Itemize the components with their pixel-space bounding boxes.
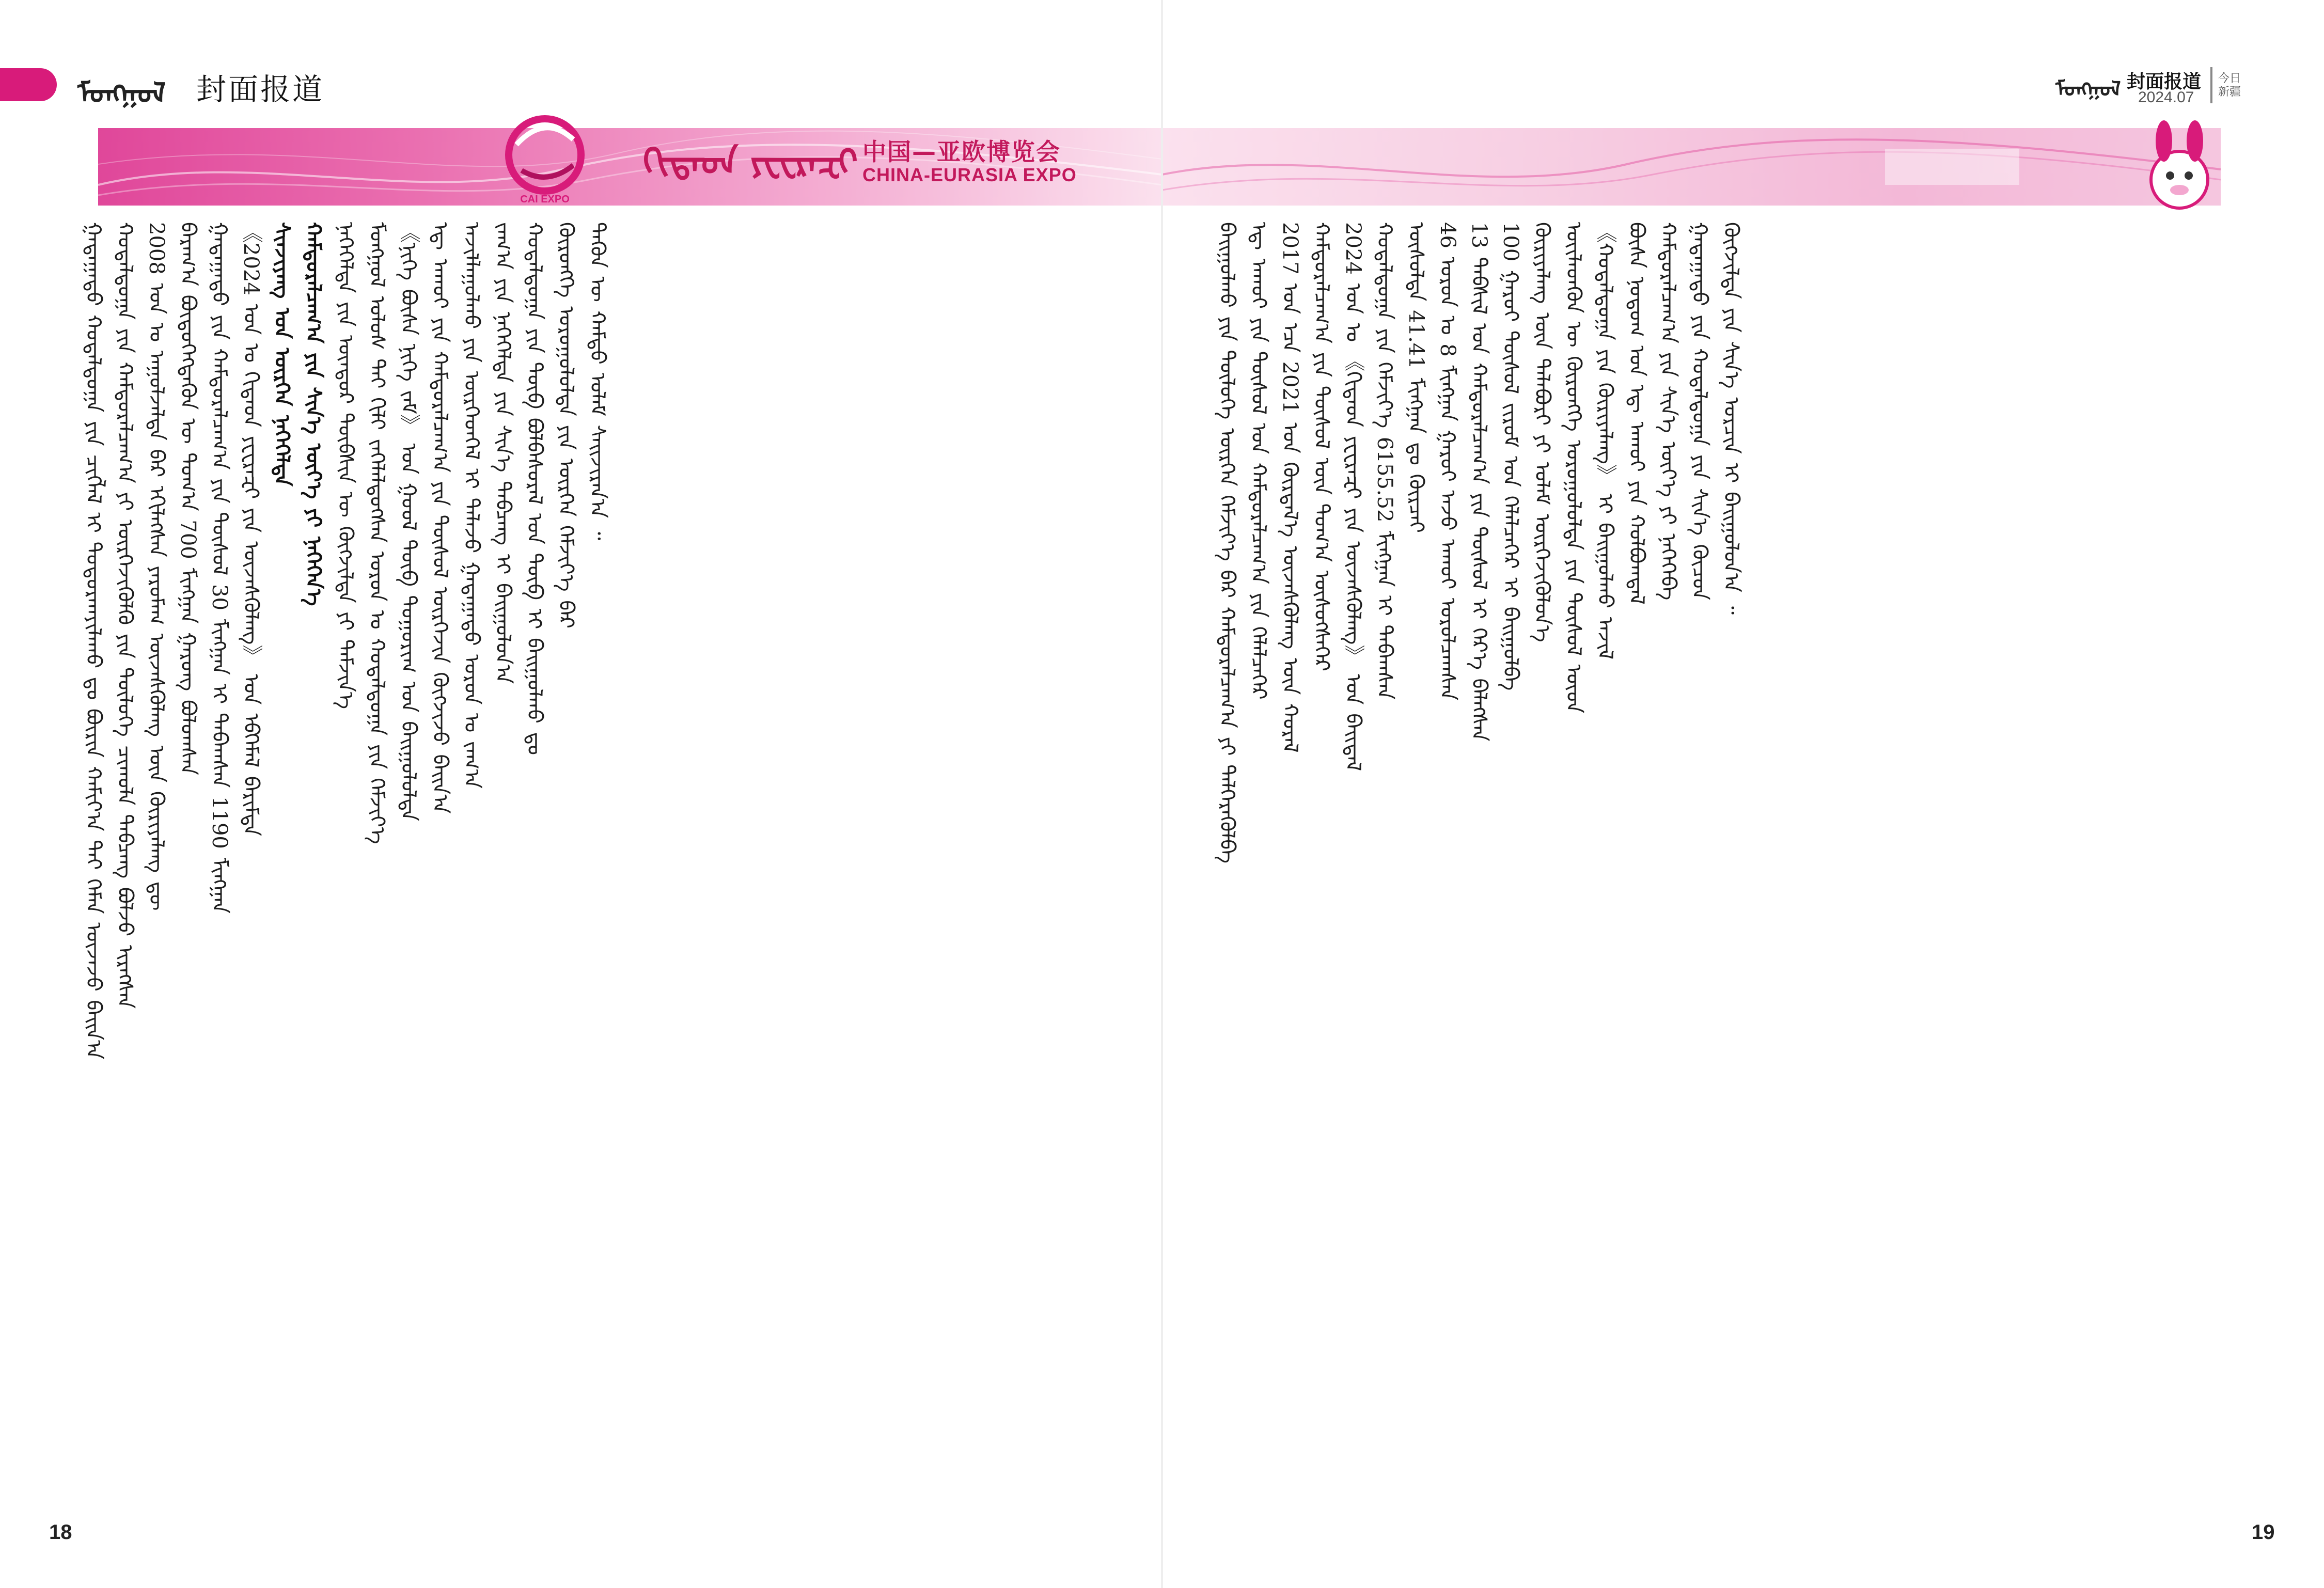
cai-expo-logo <box>496 108 594 207</box>
text-column: 2017 ᠣᠨ ᠡᠴᠡ 2021 ᠣᠨ ᠬᠦᠷᠲᠡᠯ᠎ᠡ ᠦᠵᠡᠰᠬᠦᠯᠡᠩ ᠦᠨ ᠬᠤᠷᠠᠯ <box>1278 222 1302 753</box>
header-divider <box>2210 67 2212 103</box>
text-column: ᠬᠤᠳᠠᠯᠳᠤᠭᠠ ᠶᠢᠨ ᠲᠥᠪ ᠪᠣᠯᠪᠠᠰᠤᠷᠠᠯ ᠤᠨ ᠲᠥᠪ ᠢ ᠪᠠᠢᠭᠤᠯᠬᠤ ᠳᠤ <box>523 222 546 756</box>
left-article-body <box>77 222 1085 1513</box>
text-column: 《2024 ᠣᠨ ᠤ ᠬᠢᠲᠠᠳ ᠶᠧᠸᠷᠠᠽᠢ ᠶᠢᠨ ᠦᠵᠡᠰᠬᠦᠯᠡᠩ》 ᠤᠨ ᠡᠪᠬᠡᠮᠡᠯ ᠪᠠᠷᠢᠮᠲᠠ <box>239 222 263 837</box>
page-number: 19 <box>2252 1521 2275 1544</box>
text-column: 13 ᠳᠡᠪᠰᠢᠯ ᠤᠨ ᠬᠠᠮᠲᠤᠷᠠᠯᠴᠠᠭ᠎ᠠ ᠶᠢᠨ ᠲᠥᠰᠥᠯ ᠢ ᠭᠡᠷ᠎ᠡ ᠪᠡᠯᠡᠭᠰᠡᠨ <box>1467 222 1491 742</box>
text-column: ᠬᠠᠮᠲᠤᠷᠠᠯᠴᠠᠭ᠎ᠠ ᠶᠢᠨ ᠰᠢᠨ᠎ᠡ ᠦᠶ᠎ᠡ ᠶᠢ ᠨᠡᠭᠡᠭᠡᠪᠡ <box>1656 222 1680 601</box>
subheading-column: ᠰᠢᠨᠵᠢᠶᠠᠩ ᠤᠨ ᠥᠷᠭᠡᠨ ᠨᠡᠭᠡᠭᠡᠯᠲᠡ <box>270 222 294 486</box>
header-section-title: 封面报道 <box>2127 71 2202 92</box>
text-column: ᠬᠠᠮᠲᠤᠷᠠᠯᠴᠠᠭ᠎ᠠ ᠶᠢᠨ ᠲᠥᠰᠥᠯ ᠦᠨ ᠲᠣᠭ᠎ᠠ ᠥᠰᠦᠭᠰᠡᠭᠡᠷ <box>1310 222 1333 671</box>
text-column: ᠨᠡᠭᠡᠭᠡᠯᠲᠡ ᠶᠢᠨ ᠥᠨᠳᠥᠷ ᠲᠦᠪᠰᠢᠨ ᠦ ᠬᠥᠭᠵᠢᠯᠲᠡ ᠶᠢ ᠳᠡᠮᠵᠢᠨ᠎ᠡ <box>334 222 357 710</box>
logo-text: CAI EXPO <box>520 194 570 205</box>
text-column: 《ᠨᠢᠭᠡ ᠪᠦᠰᠡ ᠨᠢᠭᠡ ᠵᠠᠮ》 ᠤᠨ ᠭᠣᠣᠯ ᠲᠥᠪ ᠲᠣᠭᠣᠷᠢᠭ ᠤᠨ ᠪᠠᠢᠭᠤᠯᠤᠯᠲᠠ <box>397 222 420 821</box>
text-column: ᠪᠦᠰᠡ ᠨᠤᠲᠤᠭ ᠤᠨ ᠡᠳ᠋ ᠠᠬᠤᠢ ᠶᠢᠨ ᠬᠣᠯᠪᠣᠭᠳᠠᠯ <box>1625 222 1648 605</box>
text-column: ᠲᠡᠭᠦᠨ ᠦ ᠬᠠᠮᠲᠤ ᠤᠯᠠᠮ ᠰᠠᠢᠵᠢᠷᠠᠨ᠎ᠠ ᠃ <box>586 222 609 541</box>
text-column: ᠬᠥᠭᠵᠢᠯᠲᠡ ᠶᠢᠨ ᠰᠢᠨ᠎ᠡ ᠣᠷᠴᠢᠨ ᠢ ᠪᠠᠢᠭᠤᠯᠤᠨ᠎ᠠ ᠃ <box>1719 222 1743 615</box>
page-spine <box>1161 0 1163 1588</box>
text-column: ᠬᠥᠷᠥᠩᠭᠡ ᠣᠷᠤᠭᠤᠯᠤᠯᠲᠠ ᠶᠢᠨ ᠥᠷᠭᠡᠨ ᠬᠡᠮᠵᠢᠶ᠎ᠡ ᠪᠠᠷ <box>554 222 578 628</box>
text-column: ᠬᠦᠷᠢᠶᠡᠯᠡᠩ ᠦᠨ ᠲᠡᠯᠡᠪᠦᠷᠢ ᠶᠢ ᠤᠯᠠᠮ ᠥᠷᠭᠡᠵᠢᠭᠦᠯᠦᠨ᠎ᠡ <box>1530 222 1554 642</box>
text-column: ᠪᠠᠷᠠᠭ᠎ᠠ ᠪᠦᠲᠦᠭᠡᠭᠳᠡᠬᠦᠨ ᠦ ᠲᠣᠭ᠎ᠠ 700 ᠮᠢᠩᠭᠠᠨ ᠭᠠᠷᠤᠩ ᠪᠣᠯᠤᠭᠰᠠᠨ <box>176 222 200 776</box>
header-section-title: 封面报道 <box>196 73 325 106</box>
expo-name-english: CHINA-EURASIA EXPO <box>862 164 1077 185</box>
text-column: 46 ᠣᠷᠤᠨ ᠤ 8 ᠮᠢᠩᠭᠠᠨ ᠭᠠᠷᠤᠢ ᠠᠵᠤ ᠠᠬᠤᠢ ᠣᠷᠣᠯᠴᠠᠭᠰᠠᠨ <box>1436 222 1459 701</box>
text-column: 《ᠬᠤᠳᠠᠯᠳᠤᠭᠠ ᠶᠢᠨ ᠬᠦᠷᠢᠶᠡᠯᠡᠩ》 ᠢ ᠪᠠᠢᠭᠤᠯᠬᠤ ᠠᠵᠢᠯ <box>1593 222 1617 660</box>
expo-name-chinese: 中国—亚欧博览会 <box>862 138 1061 166</box>
text-column: ᠪᠠᠢᠭᠤᠯᠬᠤ ᠶᠢᠨ ᠲᠥᠯᠥᠭᠡ ᠥᠷᠭᠡᠨ ᠬᠡᠮᠵᠢᠶ᠎ᠡ ᠪᠠᠷ ᠬᠠᠮᠲᠤᠷᠠᠯᠴᠠᠭ᠎ᠠ ᠶᠢ ᠳᠡᠯᠭᠡᠷᠡᠭᠦᠯᠪᠡ <box>1215 222 1239 863</box>
text-column: 2008 ᠣᠨ ᠤ ᠠᠭᠤᠯᠵᠠᠯᠲᠠ ᠪᠠᠷ ᠡᠬᠢᠯᠡᠭᠰᠡᠨ ᠶᠠᠷᠤᠮᠠᠭ ᠦᠵᠡᠰᠬᠦᠯᠡᠩ ᠦᠨ ᠬᠦᠷᠢᠶᠡᠯᠡᠩ ᠳᠦ <box>145 222 168 911</box>
text-column: ᠬᠤᠳᠠᠯᠳᠤᠭᠠ ᠶᠢᠨ ᠬᠠᠮᠲᠤᠷᠠᠯᠴᠠᠭ᠎ᠠ ᠶᠢ ᠥᠷᠭᠡᠵᠢᠭᠦᠯᠬᠦ ᠶᠢᠨ ᠲᠥᠯᠥᠭᠡ ᠴᠢᠬᠤᠯᠠ ᠲᠠᠪᠴᠠᠩ ᠪᠣᠯᠵᠤ ᠢᠷᠡᠭᠰᠡᠨ <box>113 222 137 1009</box>
text-column: 2024 ᠣᠨ ᠤ 《ᠬᠢᠲᠠᠳ ᠶᠧᠸᠷᠠᠽᠢ ᠶᠢᠨ ᠦᠵᠡᠰᠬᠦᠯᠡᠩ》 ᠤᠨ ᠪᠠᠢᠳᠠᠯ <box>1341 222 1365 772</box>
subheading-column: ᠬᠠᠮᠲᠤᠷᠠᠯᠴᠠᠭ᠎ᠠ ᠶᠢᠨ ᠰᠢᠨ᠎ᠡ ᠦᠶ᠎ᠡ ᠶᠢ ᠨᠡᠭᠡᠭᠡᠨ᠎ᠡ <box>302 222 326 606</box>
header-mongolian-title: ᠮᠣᠩᠭᠣᠯ <box>2055 77 2121 101</box>
magazine-brand: 今日 新疆 <box>2218 72 2241 99</box>
text-column: ᠥᠰᠦᠯᠲᠡ 41.41 ᠮᠢᠩᠭᠠᠨ ᠳᠤ ᠬᠦᠷᠴᠡᠢ <box>1404 222 1428 533</box>
text-column: ᠵᠠᠬ᠎ᠠ ᠶᠢᠨ ᠨᠡᠭᠡᠭᠡᠯᠲᠡ ᠶᠢᠨ ᠰᠢᠨ᠎ᠡ ᠲᠠᠪᠴᠠᠩ ᠢ ᠪᠠᠢᠭᠤᠯᠤᠨ᠎ᠠ <box>491 222 515 684</box>
text-column: ᠡᠳ᠋ ᠠᠬᠤᠢ ᠶᠢᠨ ᠬᠠᠮᠲᠤᠷᠠᠯᠴᠠᠭ᠎ᠠ ᠶᠢᠨ ᠲᠥᠰᠥᠯ ᠥᠷᠭᠡᠵᠢᠨ ᠬᠥᠭᠵᠢᠵᠦ ᠪᠠᠢᠨ᠎ᠠ <box>428 222 452 814</box>
text-column: 100 ᠭᠠᠷᠤᠢ ᠲᠥᠰᠥᠯ ᠵᠢᠷᠤᠮ ᠤᠨ ᠬᠡᠯᠡᠯᠴᠡᠭᠡᠷ ᠢ ᠪᠠᠢᠭᠤᠯᠪᠠ <box>1499 222 1522 691</box>
right-page <box>1162 0 2324 1588</box>
right-article-body <box>1211 222 2244 1513</box>
issue-date: 2024.07 <box>2138 89 2194 106</box>
header-mongolian-title: ᠮᠣᠩᠭᠣᠯ <box>77 76 166 109</box>
text-column: ᠭᠠᠳᠠᠭᠠᠳᠤ ᠶᠢᠨ ᠬᠤᠳᠠᠯᠳᠤᠭᠠ ᠶᠢᠨ ᠰᠢᠨ᠎ᠡ ᠬᠦᠴᠦᠨ <box>1688 222 1711 601</box>
text-column: ᠡᠳ᠋ ᠠᠬᠤᠢ ᠶᠢᠨ ᠲᠥᠰᠥᠯ ᠤᠨ ᠬᠠᠮᠲᠤᠷᠠᠯᠴᠠᠭ᠎ᠠ ᠶᠢᠨ ᠬᠡᠯᠡᠯᠴᠡᠭᠡᠷ <box>1247 222 1270 700</box>
text-column: ᠭᠠᠳᠠᠭᠠᠳᠤ ᠶᠢᠨ ᠬᠠᠮᠲᠤᠷᠠᠯᠴᠠᠭ᠎ᠠ ᠶᠢᠨ ᠲᠥᠰᠥᠯ 30 ᠮᠢᠩᠭᠠᠨ ᠢ ᠳᠠᠪᠠᠭᠰᠠᠨ 1190 ᠮᠢᠩᠭᠠᠨ <box>208 222 231 914</box>
section-tab-marker <box>0 68 57 101</box>
text-column: ᠭᠠᠳᠠᠭᠠᠳᠤ ᠬᠤᠳᠠᠯᠳᠤᠭᠠ ᠶᠢᠨ ᠴᠢᠭᠯᠡᠯ ᠢ ᠲᠣᠳᠣᠷᠬᠠᠶᠢᠯᠠᠬᠤ ᠳᠤ ᠪᠦᠷᠢᠨ ᠬᠠᠮᠢᠶ᠎ᠠ ᠲᠠᠢ ᠬᠡᠮᠡᠨ ᠦᠵᠡᠵᠦ ᠪᠠᠢᠨ᠎ᠠ <box>82 222 105 1060</box>
banner-mongolian-title: ᠬᠢᠲᠠᠳ ᠶᠧᠸᠷᠠᠽᠢ <box>643 141 858 183</box>
text-column: ᠮᠣᠩᠭᠣᠯ ᠤᠯᠤᠰ ᠲᠠᠢ ᠬᠢᠯᠢ ᠵᠡᠬᠡᠯᠡᠯᠳᠦᠭᠰᠡᠨ ᠣᠷᠤᠨ ᠤ ᠬᠤᠳᠠᠯᠳᠤᠭᠠ ᠶᠢᠨ ᠬᠡᠮᠵᠢᠶ᠎ᠡ <box>365 222 389 844</box>
page-number: 18 <box>49 1521 72 1544</box>
text-column: ᠠᠵᠢᠯᠯᠠᠭᠤᠯᠬᠤ ᠶᠢᠨ ᠥᠷᠭᠡᠳᠬᠡᠯ ᠢ ᠲᠡᠯᠡᠵᠦ ᠭᠠᠳᠠᠭᠠᠳᠤ ᠣᠷᠤᠨ ᠤ ᠵᠠᠬ᠎ᠠ <box>460 222 483 789</box>
text-column: ᠬᠤᠳᠠᠯᠳᠤᠭᠠ ᠶᠢᠨ ᠬᠡᠮᠵᠢᠶ᠎ᠡ 6155.52 ᠮᠢᠩᠭᠠᠨ ᠢ ᠳᠠᠪᠠᠭᠰᠠᠨ <box>1373 222 1396 700</box>
text-column: ᠦᠢᠯᠡᠳᠬᠦᠨ ᠦ ᠬᠥᠷᠥᠩᠭᠡ ᠣᠷᠤᠭᠤᠯᠤᠯᠲᠠ ᠶᠢᠨ ᠲᠥᠰᠥᠯ ᠦᠳ <box>1562 222 1585 714</box>
